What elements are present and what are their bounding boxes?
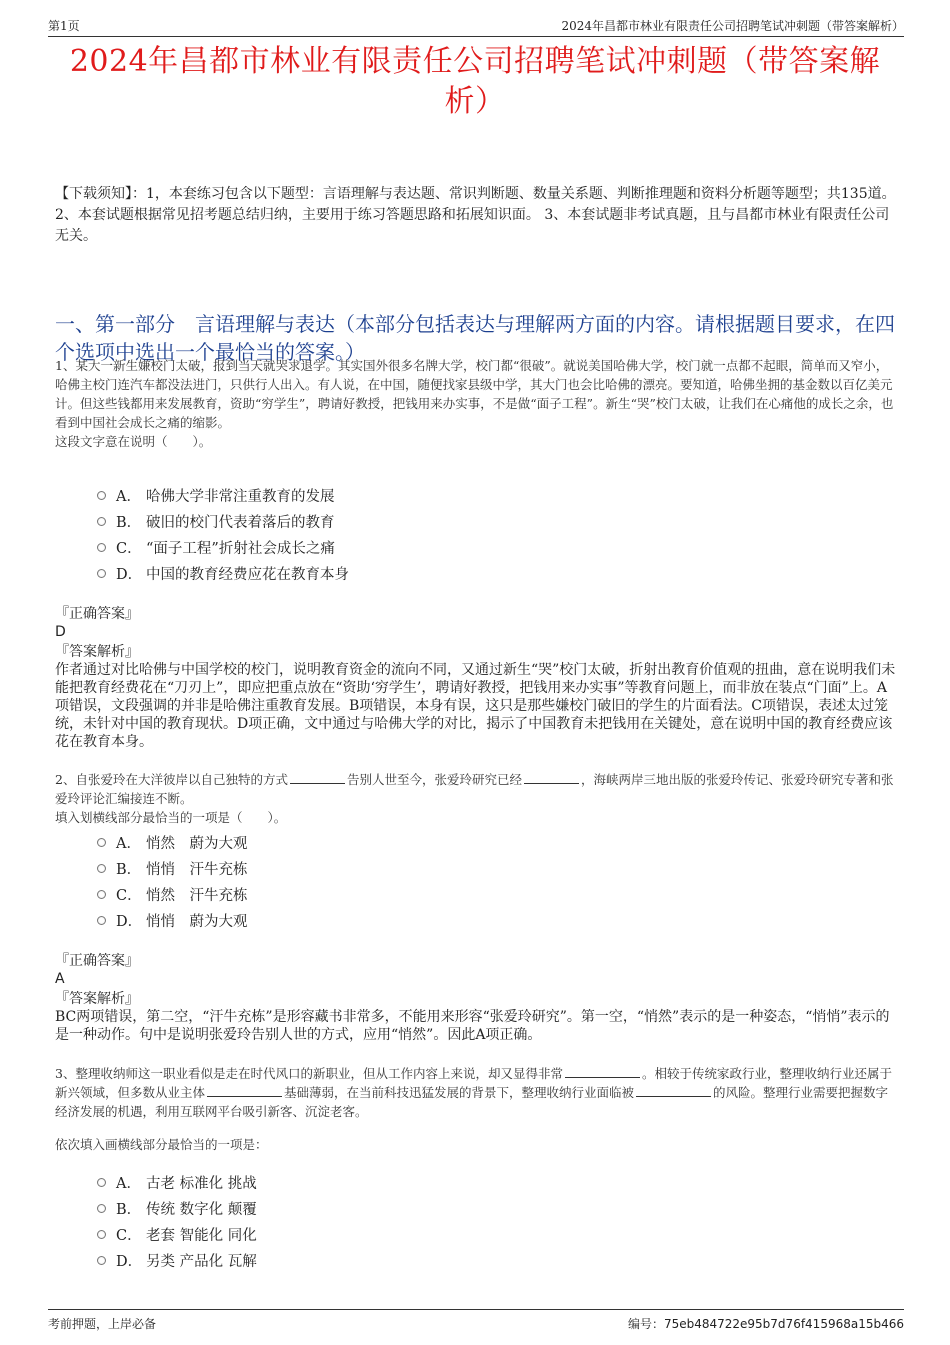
radio-icon[interactable] — [97, 491, 106, 500]
page-number: 第1页 — [48, 19, 80, 33]
radio-icon[interactable] — [97, 916, 106, 925]
analysis-label: 『答案解析』 — [55, 991, 139, 1007]
question-3-stem — [55, 1064, 900, 1154]
question-3-options — [97, 1169, 257, 1273]
question-1-text: 1、某大一新生嫌校门太破，报到当天就哭求退学。其实国外很多名牌大学，校门都“很破”。就说美国哈佛大学，校门就一点都不起眼，简单而又窄小，哈佛主校门连汽车都没法进门，只供行人出入。有人说，在中国，随便找家县级中学，其大门也会比哈佛的漂亮。要知道，哈佛坐拥的基金数以百亿美元计。但这些钱都用来发展教育，资助“穷学生”，聘请好教授，把钱用来办实事，不是做“面子工程”。新生“哭”校门太破，让我们在心痛他的成长之余，也看到中国社会成长之痛的缩影。 — [55, 358, 894, 430]
question-2-option-d[interactable]: D． 悄悄 蔚为大观 — [97, 907, 248, 933]
question-1-analysis: 作者通过对比哈佛与中国学校的校门，说明教育资金的流向不同，又通过新生“哭”校门太破，折射出教育价值观的扭曲，意在说明我们未能把教育经费花在“刀刃上”，即应把重点放在“资助‘穷学生’，聘请好教授，把钱用来办实事”等教育问题上，而非放在装点“门面”上。A项错误，文段强调的并非是哈佛注重教育发展。B项错误，本身有误，这只是那些嫌校门破旧的学生的片面看法。C项错误，表述太过笼统，未针对中国的教育现状。D项正确，文中通过与哈佛大学的对比，揭示了中国教育未把钱用在关键处，意在说明中国的教育经费应该花在教育本身。 — [55, 662, 896, 750]
question-1-stem — [55, 356, 900, 451]
question-2-option-a[interactable]: A． 悄然 蔚为大观 — [97, 829, 248, 855]
fill-blank — [565, 1065, 640, 1078]
question-1-answer: D — [55, 624, 66, 640]
answer-label: 『正确答案』 — [55, 953, 139, 969]
question-2-answer-block — [55, 952, 900, 1044]
question-3-text: 3、整理收纳师这一职业看似是走在时代风口的新职业，但从工作内容上来说，却又显得非常 。相较于传统家政行业，整理收纳行业还属于新兴领域，但多数从业主体 基础薄弱，在当前科技迅猛发展的背景下，整理收纳行业面临被 的风险。整理行业需要把握数字经济发展的机遇，利用互联网平台吸引新客、沉淀老客。 — [55, 1066, 892, 1119]
question-3-option-c[interactable]: C． 老套 智能化 同化 — [97, 1221, 257, 1247]
footer-slogan: 考前押题，上岸必备 — [48, 1317, 157, 1331]
radio-icon[interactable] — [97, 1204, 106, 1213]
section-title: 一、第一部分 言语理解与表达（本部分包括表达与理解两方面的内容。请根据题目要求，在四个选项中选出一个最恰当的答案。） — [55, 312, 895, 364]
question-2-option-c[interactable]: C． 悄然 汗牛充栋 — [97, 881, 248, 907]
question-1-option-b[interactable]: B． 破旧的校门代表着落后的教育 — [97, 508, 349, 534]
radio-icon[interactable] — [97, 1230, 106, 1239]
question-3-prompt: 依次填入画横线部分最恰当的一项是： — [55, 1137, 268, 1152]
running-header — [48, 14, 904, 37]
radio-icon[interactable] — [97, 1178, 106, 1187]
radio-icon[interactable] — [97, 543, 106, 552]
fill-blank — [207, 1084, 282, 1097]
footer-code: 编号：75eb484722e95b7d76f415968a15b466 — [627, 1317, 904, 1331]
question-2-options — [97, 829, 248, 933]
fill-blank — [290, 771, 345, 784]
question-1-option-d[interactable]: D． 中国的教育经费应花在教育本身 — [97, 560, 349, 586]
question-2-text: 2、自张爱玲在大洋彼岸以自己独特的方式 告别人世至今，张爱玲研究已经 ，海峡两岸三地出版的张爱玲传记、张爱玲研究专著和张爱玲评论汇编接连不断。 — [55, 772, 894, 806]
question-3-option-a[interactable]: A． 古老 标准化 挑战 — [97, 1169, 257, 1195]
question-1-answer-block — [55, 605, 900, 751]
fill-blank — [524, 771, 579, 784]
question-1-option-c[interactable]: C． “面子工程”折射社会成长之痛 — [97, 534, 349, 560]
answer-label: 『正确答案』 — [55, 606, 139, 622]
question-2-stem — [55, 770, 900, 827]
document-title: 2024年昌都市林业有限责任公司招聘笔试冲刺题（带答案解析） — [69, 44, 881, 119]
question-1-options — [97, 482, 349, 586]
question-2-prompt: 填入划横线部分最恰当的一项是（ ）。 — [55, 810, 287, 825]
radio-icon[interactable] — [97, 890, 106, 899]
question-2-analysis: BC两项错误，第二空，“汗牛充栋”是形容藏书非常多，不能用来形容“张爱玲研究”。第一空，“悄然”表示的是一种姿态，“悄悄”表示的是一种动作。句中是说明张爱玲告别人世的方式，应用“悄然”。因此A项正确。 — [55, 1009, 890, 1043]
question-1-option-a[interactable]: A． 哈佛大学非常注重教育的发展 — [97, 482, 349, 508]
radio-icon[interactable] — [97, 838, 106, 847]
radio-icon[interactable] — [97, 864, 106, 873]
question-3-option-d[interactable]: D． 另类 产品化 瓦解 — [97, 1247, 257, 1273]
question-2-option-b[interactable]: B． 悄悄 汗牛充栋 — [97, 855, 248, 881]
fill-blank — [636, 1084, 711, 1097]
download-notice: 【下载须知】：1，本套练习包含以下题型：言语理解与表达题、常识判断题、数量关系题、判断推理题和资料分析题等题型；共135道。 2、本套试题根据常见招考题总结归纳，主要用于练习答题思路和拓展知识面。 3、本套试题非考试真题，且与昌都市林业有限责任公司无关。 — [55, 186, 896, 244]
page-footer — [48, 1309, 904, 1332]
header-doc-title: 2024年昌都市林业有限责任公司招聘笔试冲刺题（带答案解析） — [561, 19, 904, 33]
question-2-answer: A — [55, 971, 65, 987]
analysis-label: 『答案解析』 — [55, 644, 139, 660]
radio-icon[interactable] — [97, 1256, 106, 1265]
question-3-option-b[interactable]: B． 传统 数字化 颠覆 — [97, 1195, 257, 1221]
question-1-prompt: 这段文字意在说明（ ）。 — [55, 434, 212, 449]
radio-icon[interactable] — [97, 569, 106, 578]
radio-icon[interactable] — [97, 517, 106, 526]
